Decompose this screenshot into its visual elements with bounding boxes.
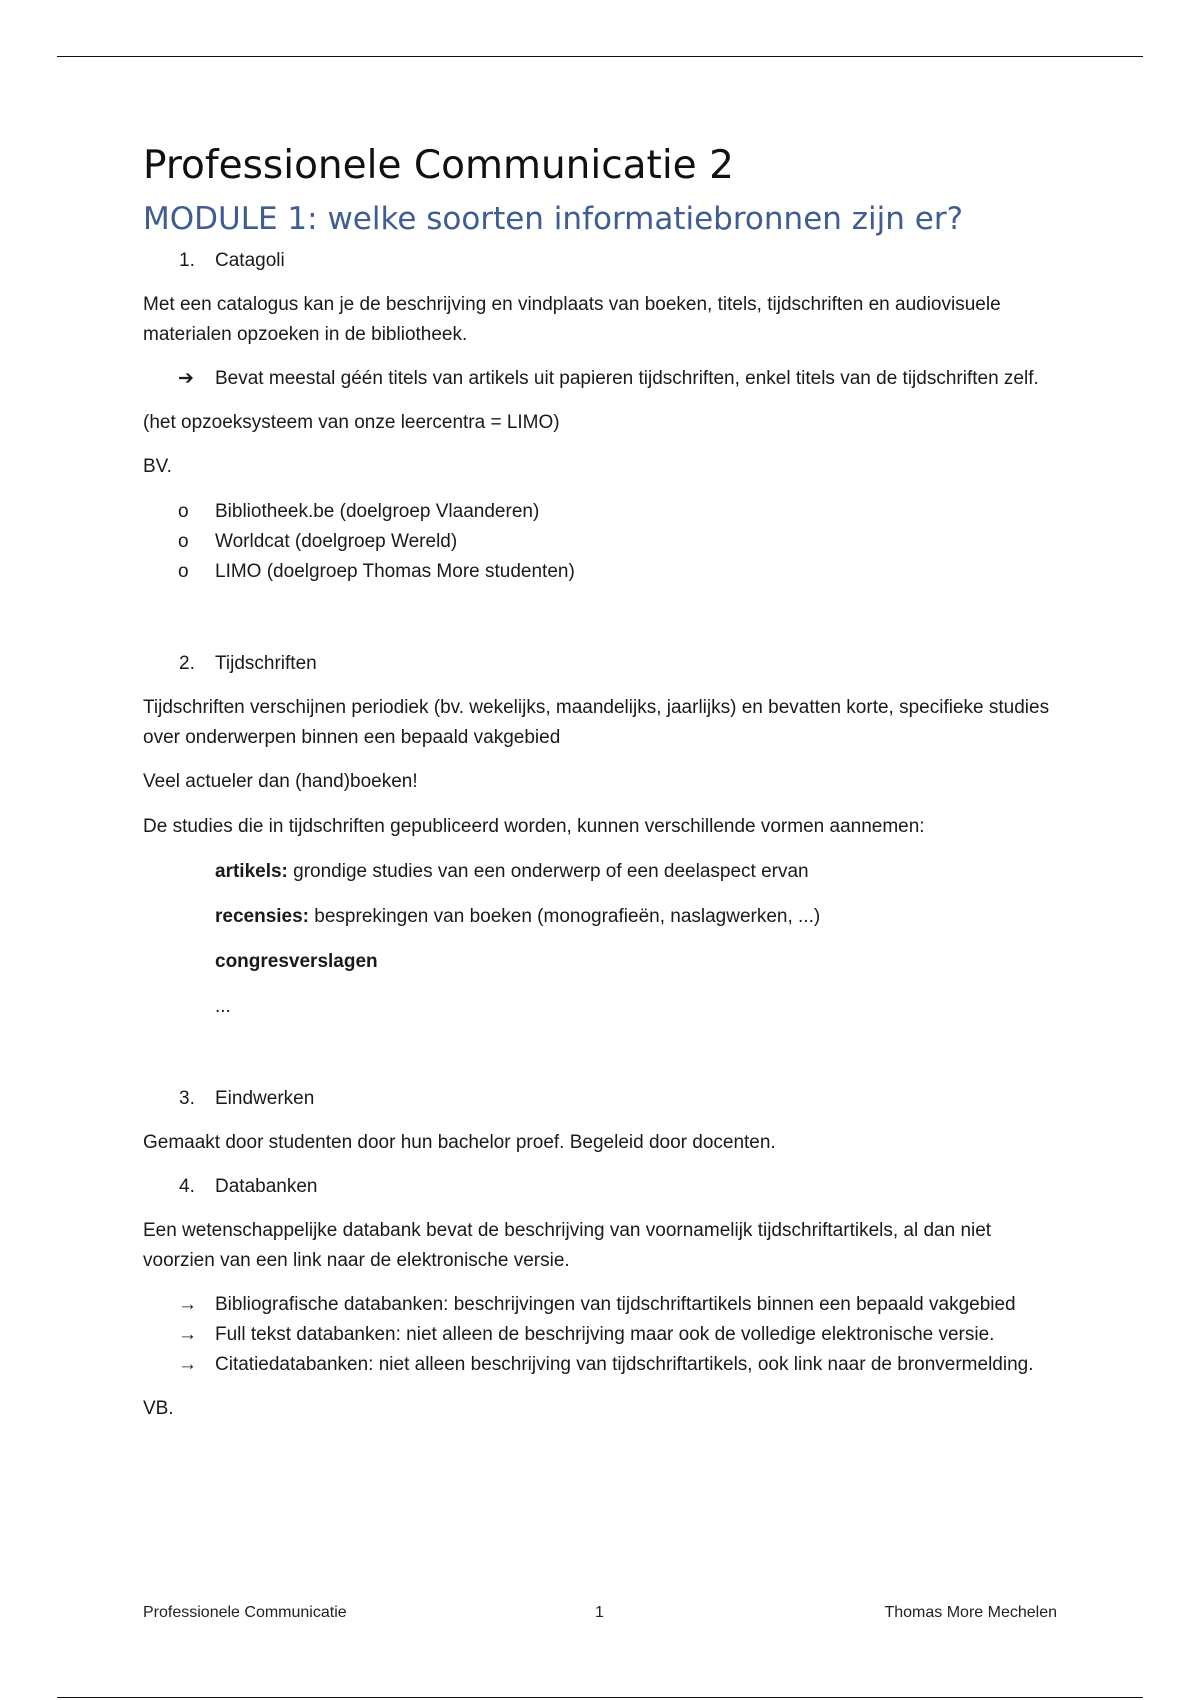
page-number: 1 <box>595 1604 604 1621</box>
list-item-text: Worldcat (doelgroep Wereld) <box>215 531 458 552</box>
form-term: congresverslagen <box>215 951 378 972</box>
page-footer <box>143 1604 1057 1628</box>
section-title: Databanken <box>215 1176 318 1197</box>
header-rule <box>57 56 1143 57</box>
arrow-note-text: Bevat meestal géén titels van artikels uit papieren tijdschriften, enkel titels van de tijdschriften zelf. <box>215 368 1039 389</box>
paragraph: (het opzoeksysteem van onze leercentra = LIMO) <box>143 412 560 433</box>
catalog-example-list <box>143 497 1063 587</box>
form-item <box>143 857 1063 887</box>
section-heading-eindwerken <box>143 1084 1063 1114</box>
arrow-right-icon: → <box>178 1324 197 1345</box>
list-item <box>143 527 1063 557</box>
paragraph: BV. <box>143 456 172 477</box>
arrow-right-icon: → <box>178 1294 197 1315</box>
section-title: Tijdschriften <box>215 653 317 674</box>
paragraph: Gemaakt door studenten door hun bachelor proef. Begeleid door docenten. <box>143 1132 776 1153</box>
ellipsis: ... <box>215 996 231 1017</box>
section-number: 2. <box>179 653 195 674</box>
section-heading-databanken <box>143 1172 1063 1202</box>
list-item <box>143 557 1063 587</box>
module-heading: MODULE 1: welke soorten informatiebronnen zijn er? <box>143 201 964 237</box>
circle-bullet-icon: o <box>178 501 189 522</box>
footer-institution: Thomas More Mechelen <box>884 1604 1057 1621</box>
list-item-text: LIMO (doelgroep Thomas More studenten) <box>215 561 575 582</box>
section-title: Catagoli <box>215 250 285 271</box>
section-number: 1. <box>179 250 195 271</box>
footer-course: Professionele Communicatie <box>143 1604 347 1621</box>
section-number: 3. <box>179 1088 195 1109</box>
list-item-text: Bibliografische databanken: beschrijvingen van tijdschriftartikels binnen een bepaald vakgebied <box>215 1294 1016 1315</box>
form-item <box>143 947 1063 977</box>
document-body <box>143 138 1063 1424</box>
form-term: artikels: <box>215 861 288 882</box>
arrow-note <box>143 364 1063 394</box>
paragraph: Met een catalogus kan je de beschrijving en vindplaats van boeken, titels, tijdschriften en audiovisuele materialen opzoeken in de bibliotheek. <box>143 294 1001 345</box>
database-type-list <box>143 1290 1063 1380</box>
paragraph: VB. <box>143 1398 174 1419</box>
footer-rule <box>57 1697 1143 1698</box>
list-item <box>143 497 1063 527</box>
list-item <box>143 1320 1063 1350</box>
form-desc: besprekingen van boeken (monografieën, naslagwerken, ...) <box>309 906 821 927</box>
arrow-right-icon: ➔ <box>178 368 194 389</box>
paragraph: Een wetenschappelijke databank bevat de beschrijving van voornamelijk tijdschriftartikels, al dan niet voorzien van een link naar de elektronische versie. <box>143 1220 992 1271</box>
list-item-text: Full tekst databanken: niet alleen de beschrijving maar ook de volledige elektronische versie. <box>215 1324 995 1345</box>
list-item-text: Citatiedatabanken: niet alleen beschrijving van tijdschriftartikels, ook link naar de bronvermelding. <box>215 1354 1034 1375</box>
circle-bullet-icon: o <box>178 561 189 582</box>
form-desc: grondige studies van een onderwerp of een deelaspect ervan <box>287 861 809 882</box>
form-item <box>143 902 1063 932</box>
section-heading-tijdschriften <box>143 649 1063 679</box>
circle-bullet-icon: o <box>178 531 189 552</box>
section-title: Eindwerken <box>215 1088 315 1109</box>
paragraph: Tijdschriften verschijnen periodiek (bv. wekelijks, maandelijks, jaarlijks) en bevatten korte, specifieke studies over onderwerpen binnen een bepaald vakgebied <box>143 697 1050 748</box>
paragraph: Veel actueler dan (hand)boeken! <box>143 771 418 792</box>
form-term: recensies: <box>215 906 310 927</box>
arrow-right-icon: → <box>178 1354 197 1375</box>
section-heading-catagoli <box>143 246 1063 276</box>
list-item <box>143 1290 1063 1320</box>
page-title: Professionele Communicatie 2 <box>143 143 734 188</box>
list-item-text: Bibliotheek.be (doelgroep Vlaanderen) <box>215 501 540 522</box>
section-number: 4. <box>179 1176 195 1197</box>
list-item <box>143 1350 1063 1380</box>
paragraph: De studies die in tijdschriften gepubliceerd worden, kunnen verschillende vormen aannemen: <box>143 816 925 837</box>
